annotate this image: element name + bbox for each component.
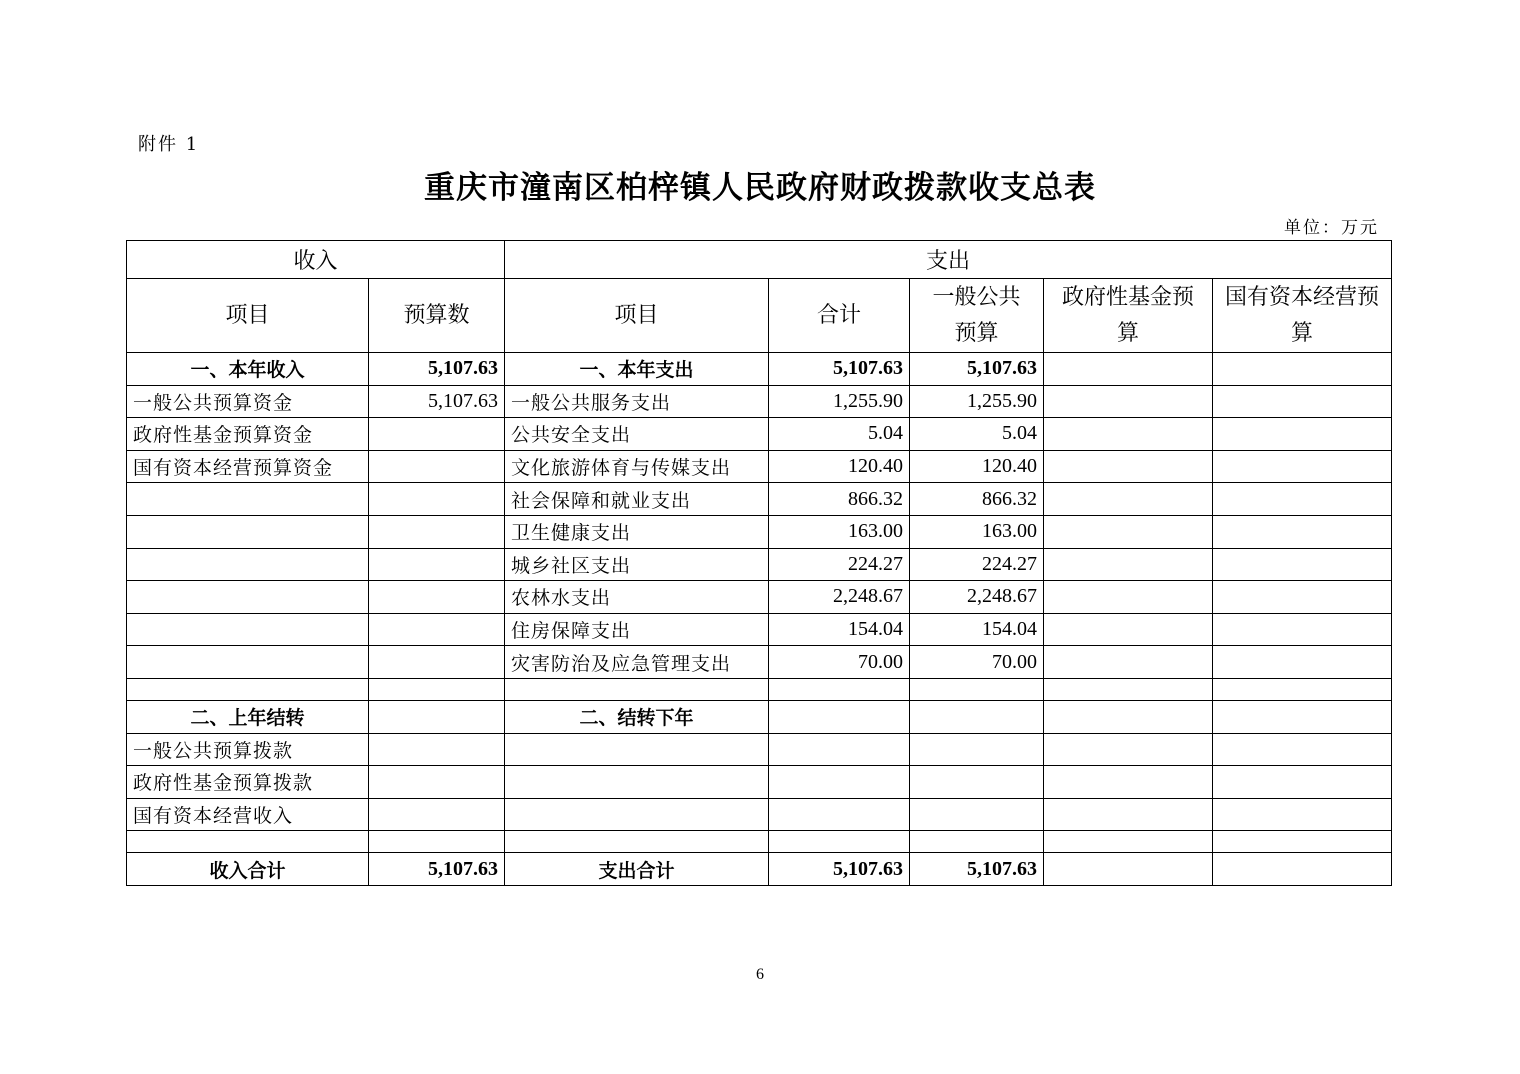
expense-item-cell: 城乡社区支出 [505,548,769,581]
table-row [127,450,1392,483]
expense-general-cell: 224.27 [910,548,1044,581]
income-budget-cell: 5,107.63 [369,853,505,886]
expense-item-cell: 社会保障和就业支出 [505,483,769,516]
expense-general-cell: 866.32 [910,483,1044,516]
expense-item-cell: 一般公共服务支出 [505,385,769,418]
table-row [127,766,1392,799]
expense-total-cell: 5.04 [769,418,910,451]
income-item-cell: 国有资本经营预算资金 [127,450,369,483]
expense-general-cell: 120.40 [910,450,1044,483]
expense-total-cell: 163.00 [769,515,910,548]
income-budget-cell [369,678,505,700]
income-item-cell [127,831,369,853]
expense-capital-cell [1213,353,1392,386]
expense-capital-cell [1213,678,1392,700]
table-row [127,385,1392,418]
expense-capital-cell [1213,700,1392,733]
income-budget-cell [369,418,505,451]
income-item-cell: 一般公共预算资金 [127,385,369,418]
expense-general-cell [910,831,1044,853]
income-item-cell: 政府性基金预算拨款 [127,766,369,799]
document-title: 重庆市潼南区柏梓镇人民政府财政拨款收支总表 [424,170,1096,206]
expense-item-cell: 一、本年支出 [505,353,769,386]
expense-total-cell: 5,107.63 [769,853,910,886]
expense-fund-cell [1044,646,1213,679]
header-row-2 [127,279,1392,353]
expense-general-cell [910,678,1044,700]
expense-capital-cell [1213,483,1392,516]
expense-capital-cell [1213,733,1392,766]
expense-total-cell [769,798,910,831]
expense-capital-cell [1213,853,1392,886]
expense-item-cell [505,831,769,853]
expense-item-cell: 住房保障支出 [505,613,769,646]
income-item-cell: 一、本年收入 [127,353,369,386]
table-row [127,515,1392,548]
income-budget-cell [369,646,505,679]
unit-label: 单位：万元 [1284,218,1379,238]
expense-item-cell: 灾害防治及应急管理支出 [505,646,769,679]
expense-fund-cell [1044,678,1213,700]
income-item-cell [127,483,369,516]
table-row [127,418,1392,451]
expense-general-cell [910,700,1044,733]
expense-total-cell: 866.32 [769,483,910,516]
expense-item-cell [505,766,769,799]
income-item-cell [127,515,369,548]
table-row [127,831,1392,853]
income-budget-cell [369,831,505,853]
table-row [127,548,1392,581]
col-state-capital-budget: 国有资本经营预算 [1213,279,1392,353]
expense-item-cell: 支出合计 [505,853,769,886]
income-budget-cell [369,766,505,799]
expense-total-cell [769,678,910,700]
expense-total-cell: 70.00 [769,646,910,679]
income-item-cell [127,613,369,646]
expense-general-cell: 1,255.90 [910,385,1044,418]
expense-fund-cell [1044,515,1213,548]
col-expense-item: 项目 [505,279,769,353]
income-budget-cell [369,581,505,614]
expense-fund-cell [1044,385,1213,418]
expense-capital-cell [1213,646,1392,679]
table-row [127,798,1392,831]
expense-total-cell: 154.04 [769,613,910,646]
income-item-cell [127,548,369,581]
expense-total-cell [769,831,910,853]
col-budget: 预算数 [369,279,505,353]
expense-fund-cell [1044,798,1213,831]
table-row [127,353,1392,386]
income-budget-cell [369,700,505,733]
expense-capital-cell [1213,581,1392,614]
income-item-cell: 二、上年结转 [127,700,369,733]
expense-total-cell [769,700,910,733]
expense-capital-cell [1213,450,1392,483]
expense-fund-cell [1044,450,1213,483]
expense-general-cell [910,798,1044,831]
expense-item-cell [505,678,769,700]
expense-capital-cell [1213,548,1392,581]
col-gov-fund-budget: 政府性基金预算 [1044,279,1213,353]
table-row [127,700,1392,733]
income-item-cell [127,581,369,614]
expense-item-cell: 卫生健康支出 [505,515,769,548]
income-budget-cell: 5,107.63 [369,385,505,418]
expense-total-cell: 120.40 [769,450,910,483]
income-budget-cell [369,483,505,516]
income-budget-cell [369,733,505,766]
income-item-cell [127,678,369,700]
expense-general-cell [910,733,1044,766]
expense-capital-cell [1213,385,1392,418]
table-row [127,581,1392,614]
expense-fund-cell [1044,700,1213,733]
table-row [127,733,1392,766]
page-number: 6 [756,966,764,983]
expense-fund-cell [1044,831,1213,853]
table-row [127,613,1392,646]
income-budget-cell [369,450,505,483]
expense-general-cell: 154.04 [910,613,1044,646]
expense-general-cell: 5,107.63 [910,853,1044,886]
attachment-label: 附件 1 [138,134,200,155]
expense-item-cell [505,798,769,831]
expense-general-cell: 163.00 [910,515,1044,548]
income-item-cell: 收入合计 [127,853,369,886]
col-general-budget: 一般公共预算 [910,279,1044,353]
expense-header: 支出 [505,241,1392,279]
col-income-item: 项目 [127,279,369,353]
expense-fund-cell [1044,548,1213,581]
expense-fund-cell [1044,766,1213,799]
expense-general-cell: 5.04 [910,418,1044,451]
income-budget-cell [369,548,505,581]
expense-item-cell: 二、结转下年 [505,700,769,733]
expense-capital-cell [1213,831,1392,853]
expense-total-cell [769,733,910,766]
header-row-1 [127,241,1392,279]
expense-item-cell: 农林水支出 [505,581,769,614]
expense-fund-cell [1044,418,1213,451]
income-header: 收入 [127,241,505,279]
income-item-cell: 政府性基金预算资金 [127,418,369,451]
expense-capital-cell [1213,515,1392,548]
expense-fund-cell [1044,853,1213,886]
expense-item-cell: 文化旅游体育与传媒支出 [505,450,769,483]
expense-item-cell: 公共安全支出 [505,418,769,451]
expense-fund-cell [1044,483,1213,516]
expense-general-cell: 70.00 [910,646,1044,679]
table-row [127,853,1392,886]
table-body [127,353,1392,886]
table-row [127,483,1392,516]
expense-total-cell: 2,248.67 [769,581,910,614]
expense-item-cell [505,733,769,766]
table-row [127,678,1392,700]
expense-capital-cell [1213,613,1392,646]
expense-total-cell: 5,107.63 [769,353,910,386]
expense-total-cell: 224.27 [769,548,910,581]
expense-total-cell [769,766,910,799]
expense-general-cell: 2,248.67 [910,581,1044,614]
income-budget-cell: 5,107.63 [369,353,505,386]
income-item-cell: 国有资本经营收入 [127,798,369,831]
income-budget-cell [369,613,505,646]
col-total: 合计 [769,279,910,353]
expense-general-cell [910,766,1044,799]
income-budget-cell [369,515,505,548]
expense-general-cell: 5,107.63 [910,353,1044,386]
income-item-cell [127,646,369,679]
expense-fund-cell [1044,581,1213,614]
income-budget-cell [369,798,505,831]
expense-total-cell: 1,255.90 [769,385,910,418]
expense-fund-cell [1044,613,1213,646]
expense-capital-cell [1213,766,1392,799]
expense-capital-cell [1213,418,1392,451]
budget-summary-table [126,240,1392,886]
table-row [127,646,1392,679]
expense-capital-cell [1213,798,1392,831]
expense-fund-cell [1044,733,1213,766]
income-item-cell: 一般公共预算拨款 [127,733,369,766]
expense-fund-cell [1044,353,1213,386]
